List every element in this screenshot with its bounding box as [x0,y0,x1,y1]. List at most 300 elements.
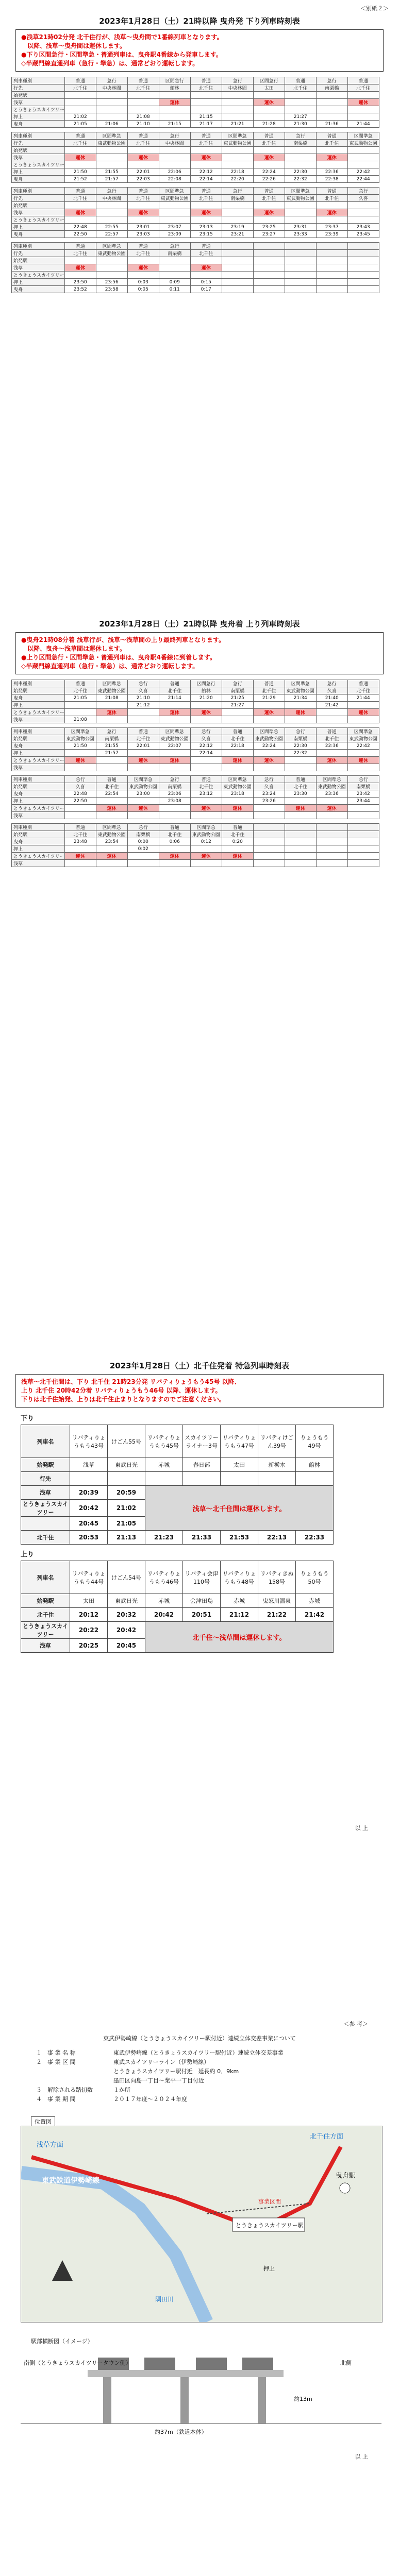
timetable-cell: 23:44 [347,798,379,805]
ref-title: 東武伊勢崎線（とうきょうスカイツリー駅付近）連続立体交差事業について [103,2035,296,2042]
timetable-cell: 運休 [347,709,379,716]
timetable-cell [316,716,347,723]
timetable-cell [96,845,127,853]
timetable-cell [347,113,379,121]
timetable-cell: 急行 [222,680,253,687]
up-block-1 [11,727,379,771]
timetable-cell: 中央林間 [159,140,190,147]
timetable-cell: 普通 [316,132,347,140]
ref-item [36,2048,399,2058]
table-row [12,838,379,845]
timetable-cell: 23:33 [285,231,316,238]
timetable-cell: 運休 [253,99,285,106]
table-row [12,202,379,209]
timetable-cell: 普通 [316,728,347,735]
timetable-cell: 区間準急 [64,728,96,735]
timetable-cell: 北千住 [316,735,347,742]
timetable-cell [222,750,253,757]
timetable-cell [316,99,347,106]
timetable-cell: 北千住 [64,140,96,147]
timetable-cell: 23:30 [285,790,316,798]
timetable-cell: 北千住 [64,84,96,92]
timetable-cell: 普通 [285,776,316,783]
timetable-cell: 運休 [96,853,127,860]
timetable-cell: 北千住 [64,195,96,202]
timetable-cell: 区間急行 [253,77,285,84]
timetable-cell: 23:13 [190,224,222,231]
row-label: とうきょうスカイツリー [12,161,65,168]
timetable-cell: 21:15 [190,113,222,121]
timetable-cell: 運休 [285,805,316,812]
table-row [12,209,379,216]
timetable-cell [285,209,316,216]
timetable-cell [347,812,379,819]
row-label: 行先 [12,140,65,147]
timetable-cell [347,272,379,279]
timetable-cell [159,202,190,209]
timetable-cell: 22:01 [127,742,159,750]
table-row [12,92,379,99]
timetable-cell: 23:50 [64,279,96,286]
timetable-cell [253,161,285,168]
timetable-cell: 21:05 [64,121,96,128]
timetable-cell: 22:01 [127,168,159,176]
cross-section [21,2349,381,2437]
table-row [12,84,379,92]
map-oshiage: 押上 [263,2265,275,2272]
timetable-cell: 急行 [253,776,285,783]
row-label: 浅草 [12,264,65,272]
timetable-cell [64,702,96,709]
timetable-cell [347,853,379,860]
timetable-cell [222,99,253,106]
row-label: 曳舟 [12,838,65,845]
timetable-cell: 0:03 [127,279,159,286]
timetable-cell [159,764,190,771]
timetable-cell [127,202,159,209]
timetable-cell: 22:18 [222,168,253,176]
timetable-cell: 東武動物公園 [190,831,222,838]
viaduct-deck [88,2370,284,2377]
timetable-cell [347,209,379,216]
timetable-cell: 普通 [347,77,379,84]
table-row [12,750,379,757]
row-label: 行先 [12,250,65,257]
timetable-cell: 南栗橋 [285,140,316,147]
timetable-cell: 区間準急 [159,728,190,735]
timetable-cell: 22:55 [96,224,127,231]
annex-label: ＜別紙２＞ [360,5,389,12]
timetable-cell [285,279,316,286]
timetable-cell: 運休 [190,853,222,860]
down-block-3 [11,242,379,293]
up-title: 2023年1月28日（土）21時以降 曳舟着 上り列車時刻表 [99,619,300,629]
train-2 [144,2358,175,2370]
timetable-cell: 21:40 [316,694,347,702]
timetable-cell: 区間急行 [190,680,222,687]
map-asakusa: 浅草方面 [37,2141,64,2149]
timetable-cell [159,106,190,113]
timetable-cell [190,161,222,168]
timetable-cell [96,161,127,168]
timetable-cell: 普通 [64,243,96,250]
timetable-cell: 22:32 [285,750,316,757]
timetable-cell: 運休 [127,757,159,764]
cross-label: 駅部横断図（イメージ） [31,2338,93,2345]
train-3 [196,2358,227,2370]
timetable-cell [96,147,127,154]
timetable-cell: 22:26 [253,176,285,183]
timetable-cell: 急行 [222,77,253,84]
row-label: とうきょうスカイツリー [12,216,65,224]
cross-south: 南側（とうきょうスカイツリータウン側） [24,2360,131,2366]
timetable-cell [127,92,159,99]
timetable-cell [253,831,285,838]
timetable-cell [316,831,347,838]
timetable-cell [347,824,379,831]
timetable-cell: 普通 [96,776,127,783]
up-section [0,618,399,871]
table-row [12,735,379,742]
timetable-cell [96,92,127,99]
timetable-cell [285,845,316,853]
timetable-cell: 北千住 [316,140,347,147]
timetable-cell: 23:36 [316,790,347,798]
timetable-cell [316,264,347,272]
timetable-cell [347,264,379,272]
timetable-cell: 22:50 [64,798,96,805]
timetable-cell: 普通 [127,728,159,735]
timetable-cell [222,161,253,168]
timetable-cell [316,92,347,99]
timetable-cell: 南栗橋 [347,783,379,790]
timetable-cell [159,154,190,161]
timetable-cell: 21:02 [64,113,96,121]
table-row [12,257,379,264]
timetable-cell [96,757,127,764]
timetable-cell: 0:09 [159,279,190,286]
row-label: 始発駅 [12,831,65,838]
timetable-cell [127,147,159,154]
timetable-cell: 北千住 [190,84,222,92]
row-label: 浅草 [12,764,65,771]
timetable-cell: 久喜 [190,735,222,742]
timetable-cell: 21:30 [285,121,316,128]
timetable-cell [127,216,159,224]
cross-svg [21,2349,381,2437]
ref-item-label: ２ 事 業 区 間 [36,2059,76,2065]
timetable-cell [316,279,347,286]
timetable-cell [316,812,347,819]
timetable-cell [347,106,379,113]
timetable-cell: 23:43 [347,224,379,231]
table-row [12,176,379,183]
timetable-cell: 運休 [190,805,222,812]
timetable-cell: 運休 [253,209,285,216]
timetable-cell: 急行 [64,776,96,783]
timetable-cell: 22:24 [253,742,285,750]
timetable-cell: 急行 [285,132,316,140]
timetable-cell: 運休 [285,709,316,716]
row-label: 浅草 [12,154,65,161]
timetable-cell: 22:54 [96,790,127,798]
timetable-cell: 21:55 [96,742,127,750]
timetable-cell [253,853,285,860]
timetable-cell: 普通 [127,188,159,195]
timetable-cell [285,757,316,764]
ue-label: 以 上 [355,1825,368,1832]
location-map [21,2126,383,2323]
timetable-cell: 普通 [285,77,316,84]
timetable-cell: 普通 [347,680,379,687]
timetable-cell: 0:12 [190,838,222,845]
timetable-cell: 運休 [222,853,253,860]
timetable-cell: 南栗橋 [222,687,253,694]
table-row [12,168,379,176]
timetable-cell: 運休 [347,99,379,106]
timetable-cell: 23:00 [127,790,159,798]
row-label: 曳舟 [12,790,65,798]
timetable-cell: 中央林間 [96,195,127,202]
row-label: 浅草 [12,812,65,819]
table-row [12,824,379,831]
row-label: 押上 [12,168,65,176]
timetable-cell [190,272,222,279]
row-label: とうきょうスカイツリー [12,757,65,764]
timetable-cell [127,257,159,264]
table-row [12,132,379,140]
timetable-cell: 22:30 [285,168,316,176]
timetable-cell: 0:11 [159,286,190,293]
map-kitasenju: 北千住方面 [310,2133,344,2141]
timetable-cell: 東武動物公園 [253,735,285,742]
timetable-cell [222,92,253,99]
timetable-cell [127,709,159,716]
timetable-cell [253,106,285,113]
timetable-cell: 運休 [64,853,96,860]
timetable-cell: 運休 [64,757,96,764]
timetable-cell [285,161,316,168]
timetable-cell: 北千住 [253,687,285,694]
timetable-cell [316,750,347,757]
row-label: 押上 [12,224,65,231]
timetable-cell [96,272,127,279]
table-row [12,154,379,161]
timetable-cell: 運休 [159,99,190,106]
row-label: とうきょうスカイツリー [12,272,65,279]
timetable-cell: 21:57 [96,176,127,183]
timetable-cell [316,798,347,805]
timetable-cell [253,845,285,853]
row-label: 列車種別 [12,132,65,140]
timetable-cell: 運休 [190,709,222,716]
timetable-cell: 21:20 [190,694,222,702]
timetable-cell: 23:01 [127,224,159,231]
table-row [12,264,379,272]
timetable-cell [316,202,347,209]
timetable-cell: 急行 [316,77,347,84]
down-title: 2023年1月28日（土）21時以降 曳舟発 下り列車時刻表 [99,16,300,26]
timetable-cell [347,286,379,293]
table-row [12,860,379,867]
table-row [12,113,379,121]
timetable-cell [96,209,127,216]
timetable-cell [96,860,127,867]
timetable-cell: 23:37 [316,224,347,231]
timetable-cell: 北千住 [96,783,127,790]
timetable-cell: 21:17 [190,121,222,128]
table-row [12,99,379,106]
down-notice: ●浅草21時02分発 北千住行が、浅草～曳舟間で1番線列車となります。 以降、浅草～曳舟間は運休します。 ●下り区間急行・区間準急・普通列車は、曳舟駅4番線から発車します。 ◇半蔵門線直通列車（急行・準急）は、通常どおり運転します。 [15,29,384,72]
timetable-cell: 運休 [190,209,222,216]
table-row [12,783,379,790]
timetable-cell: 急行 [285,728,316,735]
row-label: 始発駅 [12,202,65,209]
map-section: 事業区間 [258,2198,281,2205]
table-row [12,757,379,764]
timetable-cell [190,92,222,99]
timetable-cell: 0:06 [159,838,190,845]
table-row [12,231,379,238]
row-label: 列車種別 [12,77,65,84]
timetable-cell: 運休 [190,264,222,272]
timetable-cell: 運休 [159,709,190,716]
timetable-cell [64,845,96,853]
timetable-cell: 21:14 [159,694,190,702]
timetable-cell [96,264,127,272]
timetable-cell: 急行 [159,776,190,783]
ref-item-label [36,2076,113,2086]
timetable-cell [127,812,159,819]
timetable-cell [347,216,379,224]
timetable-cell: 21:29 [253,694,285,702]
timetable-cell [253,764,285,771]
timetable-cell: 運休 [316,209,347,216]
ref-item [36,2067,399,2076]
timetable-cell [159,209,190,216]
timetable-cell: 運休 [159,757,190,764]
timetable-cell [159,113,190,121]
timetable-cell: 急行 [347,188,379,195]
timetable-cell: 23:48 [64,838,96,845]
timetable-cell: 21:12 [127,702,159,709]
timetable-cell: 23:06 [159,790,190,798]
table-row [12,286,379,293]
timetable-cell: 22:07 [159,742,190,750]
ref-item-label [36,2067,113,2076]
table-row [12,161,379,168]
timetable-cell: 急行 [159,243,190,250]
timetable-cell [222,257,253,264]
timetable-cell: 23:52 [64,286,96,293]
timetable-cell [190,257,222,264]
ref-section [0,2020,399,2104]
timetable-cell [316,216,347,224]
ref-item-value: 墨田区向島一丁目～業平一丁目付近 [113,2077,204,2084]
timetable-cell [347,161,379,168]
timetable-cell [285,147,316,154]
timetable-cell [159,272,190,279]
timetable-cell: 22:42 [347,168,379,176]
timetable-cell: 南栗橋 [316,84,347,92]
table-row [12,776,379,783]
timetable-cell: 東武動物公園 [127,783,159,790]
timetable-cell [222,264,253,272]
timetable-cell [222,860,253,867]
timetable-cell [127,853,159,860]
table-row [12,709,379,716]
timetable-cell: 急行 [96,77,127,84]
timetable-cell: 22:50 [64,231,96,238]
timetable-cell: 館林 [190,687,222,694]
timetable-cell: 区間準急 [253,728,285,735]
timetable-cell: 22:44 [347,176,379,183]
table-row [12,188,379,195]
timetable-cell [347,279,379,286]
timetable-cell: 区間準急 [347,728,379,735]
timetable-cell [96,202,127,209]
row-label: 行先 [12,195,65,202]
timetable-cell: 23:08 [159,798,190,805]
timetable-cell: 北千住 [127,84,159,92]
timetable-cell [316,853,347,860]
table-row [12,798,379,805]
timetable-cell: 普通 [190,776,222,783]
timetable-cell: 普通 [127,77,159,84]
ref-item [36,2058,399,2067]
timetable-cell: 普通 [316,188,347,195]
block-gap [0,293,399,297]
timetable-cell: 久喜 [64,783,96,790]
row-label: 列車種別 [12,243,65,250]
timetable-cell: 21:27 [222,702,253,709]
timetable-cell [253,286,285,293]
block-gap [0,819,399,823]
timetable-cell [159,264,190,272]
ltd-down-label: 下り [21,1415,35,1422]
timetable-cell: 普通 [64,680,96,687]
table-row [12,702,379,709]
row-label: 行先 [12,84,65,92]
row-label: 押上 [12,113,65,121]
timetable-cell [96,216,127,224]
timetable-cell [190,764,222,771]
table-row [12,831,379,838]
timetable-cell: 22:24 [253,168,285,176]
timetable-cell: 区間急行 [159,77,190,84]
timetable-cell [347,257,379,264]
timetable-cell [96,764,127,771]
timetable-cell [316,250,347,257]
timetable-cell: 東武動物公園 [285,687,316,694]
timetable-cell: 普通 [159,824,190,831]
timetable-cell: 普通 [222,728,253,735]
timetable-cell [190,757,222,764]
hikifune-station-icon [340,2183,350,2193]
block-gap [0,183,399,187]
timetable-cell: 北千住 [190,783,222,790]
timetable-cell: 21:55 [96,168,127,176]
ltd-title: 2023年1月28日（土）北千住発着 特急列車時刻表 [109,1361,290,1370]
timetable-cell: 21:10 [127,121,159,128]
timetable-cell [190,798,222,805]
timetable-cell [316,106,347,113]
timetable-cell [96,257,127,264]
timetable-cell [253,750,285,757]
timetable-cell [64,812,96,819]
timetable-cell: 区間準急 [96,824,127,831]
timetable-cell [190,860,222,867]
